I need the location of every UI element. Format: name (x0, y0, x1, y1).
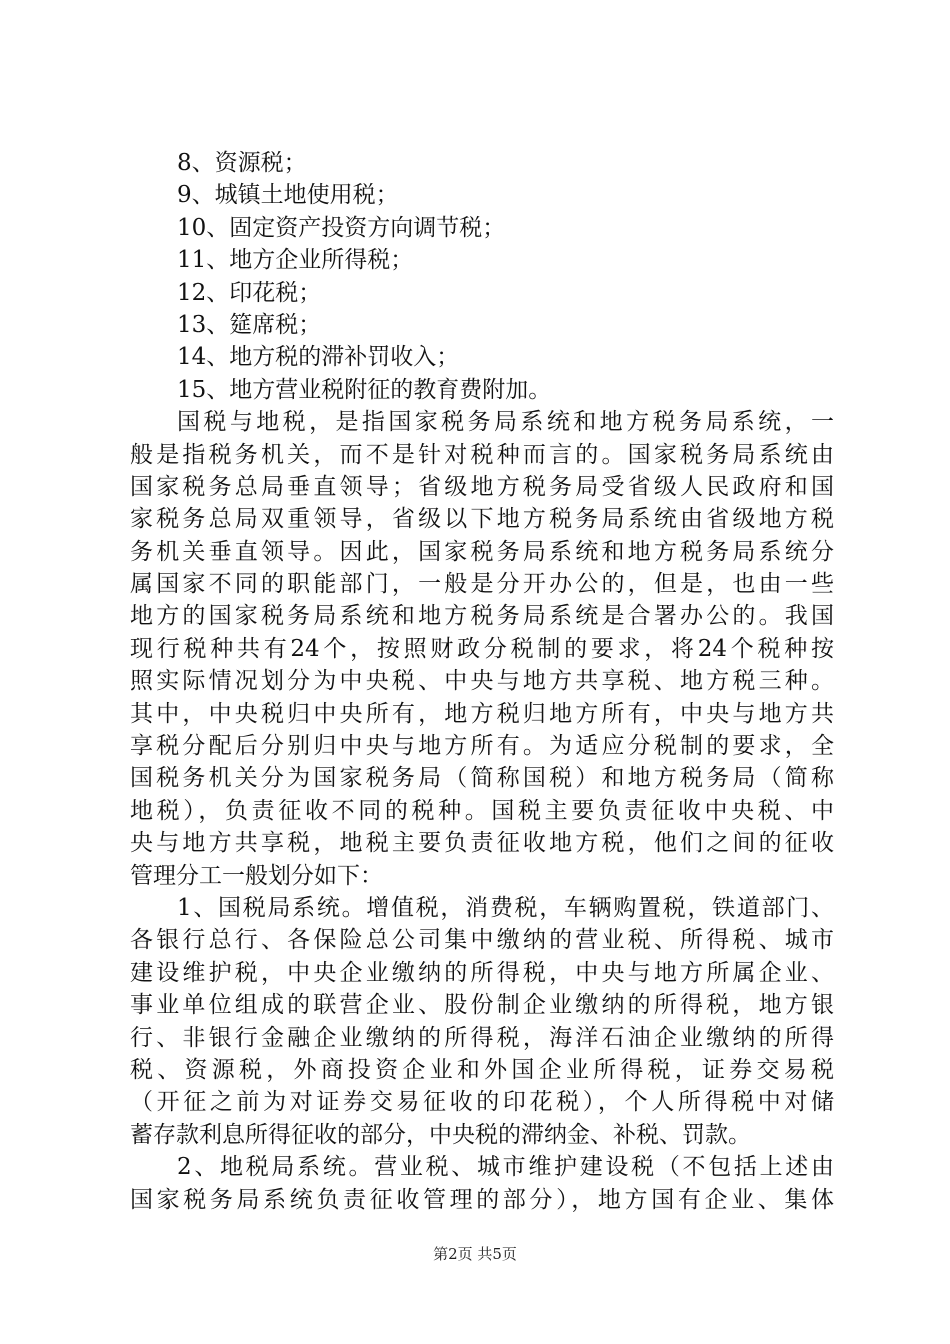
list-item-8: 8、资源税； (177, 150, 307, 176)
paragraph-line: （开征之前为对证券交易征收的印花税），个人所得税中对储 (130, 1089, 834, 1116)
list-item-13: 13、筵席税； (177, 311, 322, 338)
paragraph-line: 地方的国家税务局系统和地方税务局系统是合署办公的。我国 (130, 603, 834, 630)
paragraph-line: 各银行总行、各保险总公司集中缴纳的营业税、所得税、城市 (130, 927, 834, 954)
paragraph-line: 现行税种共有24个，按照财政分税制的要求，将24个税种按 (130, 635, 834, 662)
paragraph-line: 蓄存款利息所得征收的部分，中央税的滞纳金、补税、罚款。 (130, 1121, 751, 1148)
paragraph-line: 建设维护税，中央企业缴纳的所得税，中央与地方所属企业、 (130, 959, 834, 986)
paragraph-line: 务机关垂直领导。因此，国家税务局系统和地方税务局系统分 (130, 538, 834, 565)
paragraph-line: 事业单位组成的联营企业、股份制企业缴纳的所得税，地方银 (130, 992, 834, 1019)
paragraph-line: 国税务机关分为国家税务局（简称国税）和地方税务局（简称 (130, 765, 834, 792)
paragraph-line: 2、地税局系统。营业税、城市维护建设税（不包括上述由 (177, 1154, 834, 1181)
list-item-10: 10、固定资产投资方向调节税； (177, 214, 506, 241)
paragraph-line: 其中，中央税归中央所有，地方税归地方所有，中央与地方共 (130, 700, 834, 727)
page-number-footer: 第2页 共5页 (433, 1245, 517, 1263)
list-item-15: 15、地方营业税附征的教育费附加。 (177, 376, 552, 403)
paragraph-line: 家税务总局双重领导，省级以下地方税务局系统由省级地方税 (130, 506, 834, 533)
paragraph-line: 国家税务总局垂直领导；省级地方税务局受省级人民政府和国 (130, 473, 834, 500)
list-item-14: 14、地方税的滞补罚收入； (177, 344, 460, 371)
paragraph-line: 央与地方共享税，地税主要负责征收地方税，他们之间的征收 (130, 830, 834, 857)
paragraph-line: 照实际情况划分为中央税、中央与地方共享税、地方税三种。 (130, 668, 834, 695)
paragraph-line: 管理分工一般划分如下： (130, 862, 383, 889)
list-item-11: 11、地方企业所得税； (177, 247, 414, 274)
list-item-9: 9、城镇土地使用税； (177, 182, 399, 209)
paragraph-line: 1、国税局系统。增值税，消费税，车辆购置税，铁道部门、 (177, 894, 834, 921)
paragraph-line: 享税分配后分别归中央与地方所有。为适应分税制的要求，全 (130, 733, 834, 760)
paragraph-line: 地税），负责征收不同的税种。国税主要负责征收中央税、中 (130, 797, 834, 824)
paragraph-line: 行、非银行金融企业缴纳的所得税，海洋石油企业缴纳的所得 (130, 1024, 834, 1051)
list-item-12: 12、印花税； (177, 279, 322, 306)
paragraph-line: 国家税务局系统负责征收管理的部分），地方国有企业、集体 (130, 1186, 834, 1213)
paragraph-line: 般是指税务机关，而不是针对税种而言的。国家税务局系统由 (130, 441, 834, 468)
paragraph-line: 属国家不同的职能部门，一般是分开办公的，但是，也由一些 (130, 571, 834, 598)
document-body (130, 147, 834, 1216)
paragraph-line: 国税与地税，是指国家税务局系统和地方税务局系统，一 (177, 409, 834, 436)
paragraph-line: 税、资源税，外商投资企业和外国企业所得税，证券交易税 (130, 1056, 834, 1083)
